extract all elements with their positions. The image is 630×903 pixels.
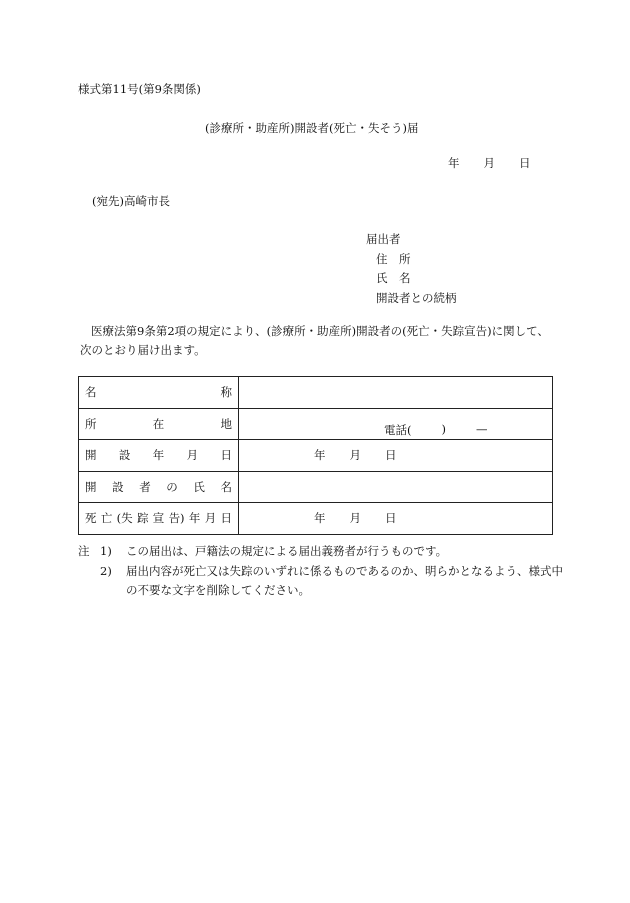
founder-name-label: 開 設 者 の 氏 名 — [79, 471, 239, 503]
notifier-name-label: 氏 名 — [376, 271, 411, 285]
addressee: (宛先)高崎市長 — [92, 194, 170, 208]
note-item — [78, 542, 566, 562]
note-text: 届出内容が死亡又は失踪のいずれに係るものであるのか、明らかとなるよう、様式中の不要な文字を削除してください。 — [126, 563, 563, 597]
facility-name-label: 名 称 — [79, 377, 239, 409]
phone-dash: — — [476, 421, 488, 436]
location-label: 所 在 地 — [79, 408, 239, 440]
death-date-field[interactable]: 年 月 日 — [239, 503, 553, 535]
notifier-relation-label: 開設者との続柄 — [376, 290, 457, 305]
submission-date — [448, 155, 555, 171]
notifier-address-label: 住 所 — [376, 251, 411, 266]
death-date-label: 死 亡 (失 踪 宣 告) 年 月 日 — [79, 503, 239, 535]
note-number: 2) — [100, 563, 112, 578]
phone-paren-close: ) — [441, 421, 446, 436]
founder-name-field[interactable] — [239, 471, 553, 503]
info-table — [78, 376, 553, 535]
document-title: (診療所・助産所)開設者(死亡・失そう)届 — [205, 121, 419, 135]
body-text: 医療法第9条第2項の規定により、(診療所・助産所)開設者の(死亡・失踪宣告)に関して、次のとおり届け出ます。 — [80, 324, 549, 357]
form-number: 様式第11号(第9条関係) — [78, 82, 201, 96]
opened-date-label: 開 設 年 月 日 — [79, 440, 239, 472]
opened-date-field[interactable]: 年 月 日 — [239, 440, 553, 472]
note-text: この届出は、戸籍法の規定による届出義務者が行うものです。 — [126, 544, 448, 558]
table-row-founder-name — [79, 471, 553, 503]
note-item — [78, 562, 566, 601]
phone-line — [239, 410, 552, 438]
notifier-heading: 届出者 — [366, 232, 401, 246]
date-year-label: 年 — [448, 156, 460, 170]
phone-label: 電話( — [384, 422, 412, 437]
date-day-label: 日 — [519, 156, 531, 170]
facility-name-field[interactable] — [239, 377, 553, 409]
location-field[interactable] — [239, 408, 553, 440]
notes — [78, 542, 566, 601]
notes-head: 注 — [78, 544, 90, 558]
table-row-location — [79, 408, 553, 440]
note-number: 1) — [100, 544, 112, 558]
date-month-label: 月 — [483, 156, 495, 170]
table-row-death-date — [79, 503, 553, 535]
notifier-block — [366, 230, 457, 308]
table-row-name — [79, 377, 553, 409]
table-row-opened-date — [79, 440, 553, 472]
